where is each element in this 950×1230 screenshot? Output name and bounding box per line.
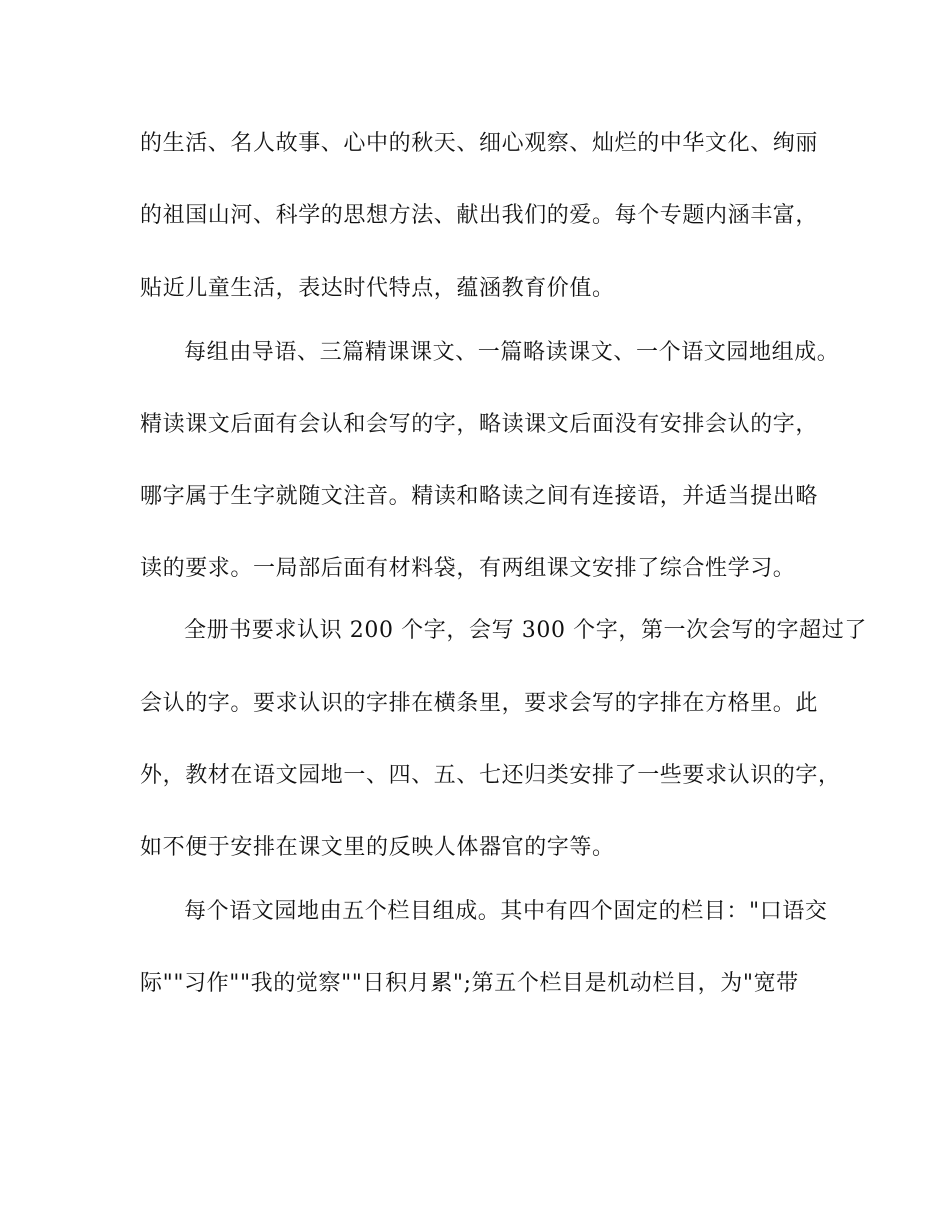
text-line: 的祖国山河、科学的思想方法、献出我们的爱。每个专题内涵丰富， — [140, 203, 819, 228]
text-line: 会认的字。要求认识的字排在横条里，要求会写的字排在方格里。此 — [140, 691, 819, 716]
paragraph-first-line: 每组由导语、三篇精课课文、一篇略读课文、一个语文园地组成。 — [184, 340, 840, 365]
text-line: 如不便于安排在课文里的反映人体器官的字等。 — [140, 835, 615, 860]
paragraph-first-line: 每个语文园地由五个栏目组成。其中有四个固定的栏目："口语交 — [184, 899, 828, 924]
text-line: 读的要求。一局部后面有材料袋，有两组课文安排了综合性学习。 — [140, 556, 796, 581]
text-line: 贴近儿童生活，表达时代特点，蕴涵教育价值。 — [140, 276, 615, 301]
text-line: 际""习作""我的觉察""日积月累";第五个栏目是机动栏目，为"宽带 — [140, 971, 799, 996]
paragraph-first-line: 全册书要求认识 200 个字，会写 300 个字，第一次会写的字超过了 — [184, 618, 867, 643]
text-line: 精读课文后面有会认和会写的字，略读课文后面没有安排会认的字， — [140, 412, 819, 437]
text-line: 的生活、名人故事、心中的秋天、细心观察、灿烂的中华文化、绚丽 — [140, 131, 819, 156]
text-line: 外，教材在语文园地一、四、五、七还归类安排了一些要求认识的字， — [140, 763, 841, 788]
text-line: 哪字属于生字就随文注音。精读和略读之间有连接语，并适当提出略 — [140, 484, 819, 509]
